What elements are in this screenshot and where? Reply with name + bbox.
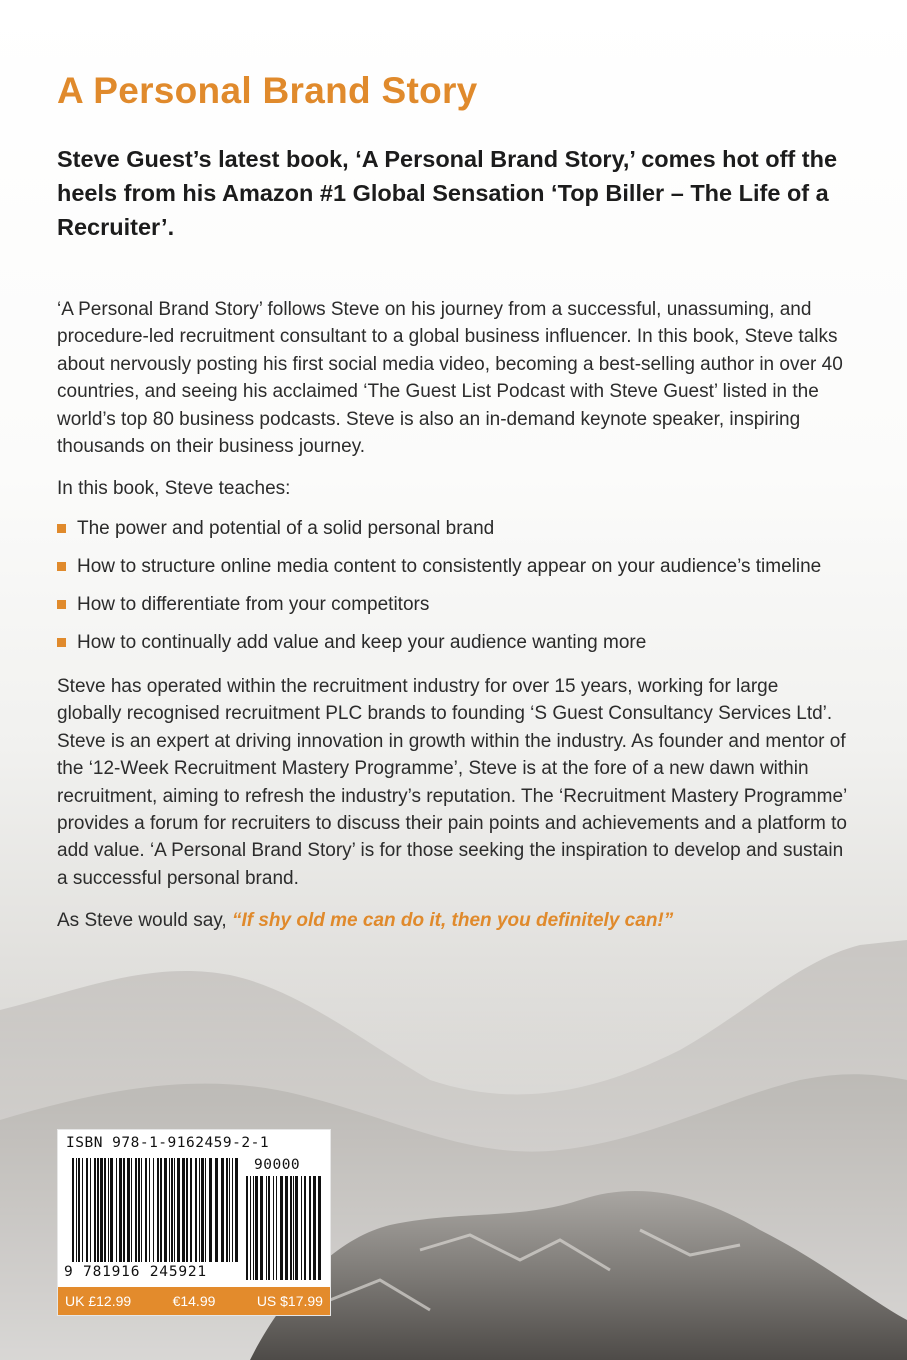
barcode-bar: [229, 1158, 230, 1262]
barcode-bar: [164, 1158, 167, 1262]
barcode-bar: [94, 1158, 96, 1262]
barcode-panel: [57, 1129, 331, 1316]
barcode-bar: [313, 1176, 316, 1280]
barcode-bar: [153, 1158, 154, 1262]
barcode-bar: [246, 1176, 248, 1280]
bullet-square-icon: [57, 638, 66, 647]
barcode-bar: [215, 1158, 218, 1262]
barcode-bar: [293, 1176, 294, 1280]
barcode-bar: [86, 1158, 88, 1262]
barcode-bar: [226, 1158, 228, 1262]
barcode-bar: [318, 1176, 321, 1280]
barcode-bar: [232, 1158, 233, 1262]
barcode-bar: [145, 1158, 147, 1262]
list-item: How to continually add value and keep your audience wanting more: [57, 629, 847, 656]
intro-text: Steve Guest’s latest book, ‘A Personal Brand Story,’ comes hot off the heels from his Amazon #1 Global Sensation ‘Top Biller – The Life of a Recruiter’.: [57, 146, 838, 240]
barcode-bar: [195, 1158, 197, 1262]
isbn-text: ISBN 978-1-9162459-2-1: [66, 1135, 270, 1151]
barcode-bar: [171, 1158, 173, 1262]
barcode-bar: [177, 1158, 180, 1262]
barcode-bar: [201, 1158, 204, 1262]
barcode-bar: [266, 1176, 267, 1280]
barcode-bar: [104, 1158, 106, 1262]
barcode-bar: [78, 1158, 80, 1262]
barcode-bar: [97, 1158, 99, 1262]
barcode-bar: [82, 1158, 83, 1262]
barcode-bar: [174, 1158, 175, 1262]
barcode-bar: [127, 1158, 130, 1262]
description-paragraph: ‘A Personal Brand Story’ follows Steve on his journey from a successful, unassuming, and procedure-led recruitment consultant to a global business influencer. In this book, Steve talks about nervously posting his first social media video, becoming a best-selling author in over 40 countries, and seeing his acclaimed ‘The Guest List Podcast with Steve Guest’ listed in the world’s top 80 business podcasts. Steve is also an in-demand keynote speaker, inspiring thousands on their business journey.: [57, 299, 843, 458]
list-item: How to differentiate from your competitors: [57, 591, 847, 618]
barcode-bar: [119, 1158, 122, 1262]
barcode-bar: [276, 1176, 277, 1280]
barcode-bar: [131, 1158, 132, 1262]
barcode-bar: [285, 1176, 288, 1280]
bullet-square-icon: [57, 524, 66, 533]
closing-quote: “If shy old me can do it, then you definitely can!”: [231, 910, 674, 932]
barcode-bar: [260, 1176, 263, 1280]
barcode-bar: [255, 1176, 258, 1280]
price-uk: UK £12.99: [65, 1293, 132, 1309]
barcode-bar: [309, 1176, 311, 1280]
barcode-bar: [209, 1158, 212, 1262]
barcode-bar: [221, 1158, 224, 1262]
barcode-bar: [250, 1176, 251, 1280]
bullet-square-icon: [57, 600, 66, 609]
barcode-bar: [295, 1176, 298, 1280]
barcode-bar: [72, 1158, 74, 1262]
barcode-bar: [141, 1158, 142, 1262]
bullet-square-icon: [57, 562, 66, 571]
barcode-bar: [304, 1176, 306, 1280]
author-bio-paragraph: Steve has operated within the recruitment industry for over 15 years, working for large globally recognised recruitment PLC brands to founding ‘S Guest Consultancy Services Ltd’. Steve is an expert at driving innovation in growth within the industry. As founder and mentor of the ‘12-Week Recruitment Mastery Programme’, Steve is at the fore of a new dawn within recruitment, aiming to refresh the industry’s reputation. The ‘Recruitment Mastery Programme’ provides a forum for recruiters to discuss their pain points and achievements and a platform to add value. ‘A Personal Brand Story’ is for those seeking the inspiration to develop and sustain a successful personal brand.: [57, 675, 847, 889]
addon-barcode-icon: [246, 1176, 322, 1280]
barcode-bar: [160, 1158, 162, 1262]
price-us: US $17.99: [256, 1293, 323, 1309]
price-eu: €14.99: [172, 1293, 216, 1309]
barcode-bar: [169, 1158, 170, 1262]
list-item: How to structure online media content to consistently appear on your audience’s timeline: [57, 553, 847, 580]
barcode-bar: [186, 1158, 188, 1262]
barcode-bar: [76, 1158, 77, 1262]
barcode-bar: [135, 1158, 137, 1262]
barcode-bar: [301, 1176, 302, 1280]
barcode-bar: [273, 1176, 274, 1280]
barcode-bar: [100, 1158, 103, 1262]
teaching-list: [57, 515, 847, 656]
barcode-bar: [157, 1158, 159, 1262]
barcode-bar: [116, 1158, 117, 1262]
barcode-bar: [138, 1158, 140, 1262]
barcode-bar: [90, 1158, 91, 1262]
closing-line: [57, 907, 847, 934]
barcode-bar: [199, 1158, 200, 1262]
list-item: The power and potential of a solid personal brand: [57, 515, 847, 542]
barcode-bar: [280, 1176, 283, 1280]
book-title: A Personal Brand Story: [57, 70, 478, 111]
barcode-bar: [253, 1176, 254, 1280]
barcode-digits: 9 781916 245921: [64, 1264, 207, 1280]
barcode-bar: [108, 1158, 109, 1262]
addon-code: 90000: [254, 1157, 301, 1173]
barcode-icon: [72, 1158, 240, 1280]
barcode-bar: [290, 1176, 292, 1280]
barcode-bar: [190, 1158, 192, 1262]
barcode-bar: [235, 1158, 238, 1262]
barcode-bar: [182, 1158, 185, 1262]
teaches-heading: In this book, Steve teaches:: [57, 478, 291, 500]
barcode-bar: [149, 1158, 150, 1262]
back-cover-text: [57, 70, 847, 935]
barcode-bar: [268, 1176, 270, 1280]
barcode-bar: [110, 1158, 113, 1262]
price-bar: [58, 1287, 330, 1315]
closing-prefix: As Steve would say,: [57, 910, 227, 932]
barcode-bar: [205, 1158, 206, 1262]
barcode-bar: [123, 1158, 125, 1262]
